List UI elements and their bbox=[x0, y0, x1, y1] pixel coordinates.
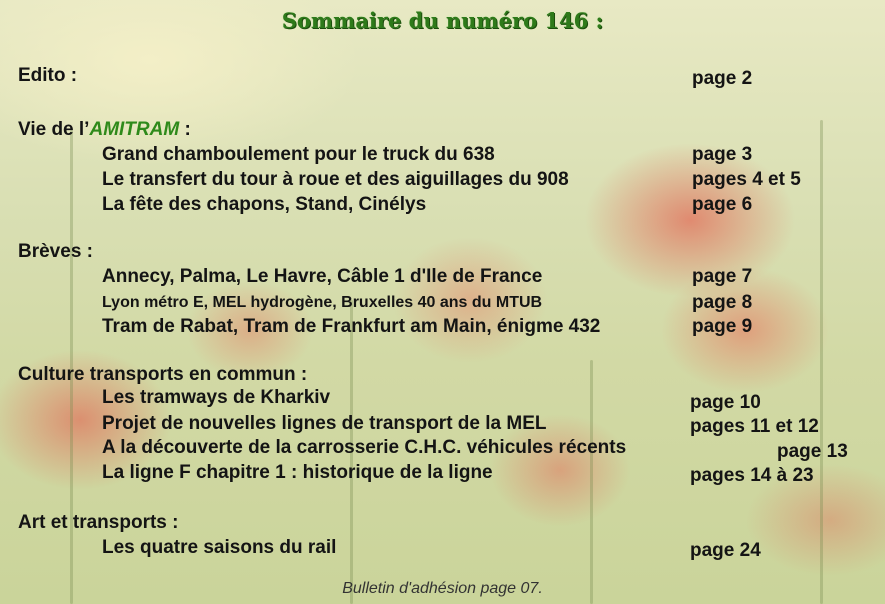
toc-row bbox=[0, 387, 885, 413]
page-ref: page 8 bbox=[692, 292, 753, 313]
page-ref: page 7 bbox=[692, 266, 753, 287]
section-label-culture: Culture transports en commun : bbox=[18, 364, 308, 385]
toc-item-title: Grand chamboulement pour le truck du 638 bbox=[102, 144, 495, 165]
section-label-breves: Brèves : bbox=[18, 241, 93, 262]
toc-row bbox=[0, 144, 885, 170]
page-ref: page 24 bbox=[690, 540, 761, 561]
toc-row bbox=[0, 537, 885, 563]
toc-item-title: Tram de Rabat, Tram de Frankfurt am Main, énigme 432 bbox=[102, 316, 601, 337]
toc-item-title: Lyon métro E, MEL hydrogène, Bruxelles 40 ans du MTUB bbox=[102, 294, 543, 311]
section-label-edito: Edito : bbox=[18, 65, 78, 86]
amitram-highlight: AMITRAM bbox=[89, 119, 180, 140]
section-label-art: Art et transports : bbox=[18, 512, 179, 533]
toc-row bbox=[0, 266, 885, 292]
toc-item-title: Annecy, Palma, Le Havre, Câble 1 d'Ile de France bbox=[102, 266, 543, 287]
page-ref: page 10 bbox=[690, 392, 761, 413]
toc-row bbox=[0, 169, 885, 195]
page-ref: page 9 bbox=[692, 316, 753, 337]
toc-item-title: Le transfert du tour à roue et des aiguillages du 908 bbox=[102, 169, 569, 190]
page-ref: page 3 bbox=[692, 144, 753, 165]
page-ref: page 6 bbox=[692, 194, 753, 215]
page-ref: pages 4 et 5 bbox=[692, 169, 801, 190]
section-heading-breves bbox=[0, 241, 885, 267]
page-ref: pages 14 à 23 bbox=[690, 465, 814, 486]
toc-row bbox=[0, 316, 885, 342]
toc-item-title: Les tramways de Kharkiv bbox=[102, 387, 331, 408]
section-label-vie: Vie de l’AMITRAM : bbox=[18, 119, 191, 140]
page-ref: page 13 bbox=[777, 441, 848, 462]
toc-item-title: Projet de nouvelles lignes de transport de la MEL bbox=[102, 413, 547, 434]
toc-row-edito bbox=[0, 65, 885, 91]
toc-item-title: Les quatre saisons du rail bbox=[102, 537, 337, 558]
toc-item-title: La fête des chapons, Stand, Cinélys bbox=[102, 194, 427, 215]
toc-row bbox=[0, 413, 885, 439]
page-title: Sommaire du numéro 146 : bbox=[281, 8, 604, 33]
section-heading-art bbox=[0, 512, 885, 538]
section-heading-vie bbox=[0, 119, 885, 145]
page-ref: page 2 bbox=[692, 68, 753, 89]
toc-row bbox=[0, 437, 885, 463]
toc-row bbox=[0, 292, 885, 318]
toc-row bbox=[0, 194, 885, 220]
toc-row bbox=[0, 462, 885, 488]
page-ref: pages 11 et 12 bbox=[690, 416, 819, 437]
toc-item-title: A la découverte de la carrosserie C.H.C. véhicules récents bbox=[102, 437, 627, 458]
footer-note: Bulletin d'adhésion page 07. bbox=[342, 580, 543, 597]
toc-item-title: La ligne F chapitre 1 : historique de la ligne bbox=[102, 462, 493, 483]
